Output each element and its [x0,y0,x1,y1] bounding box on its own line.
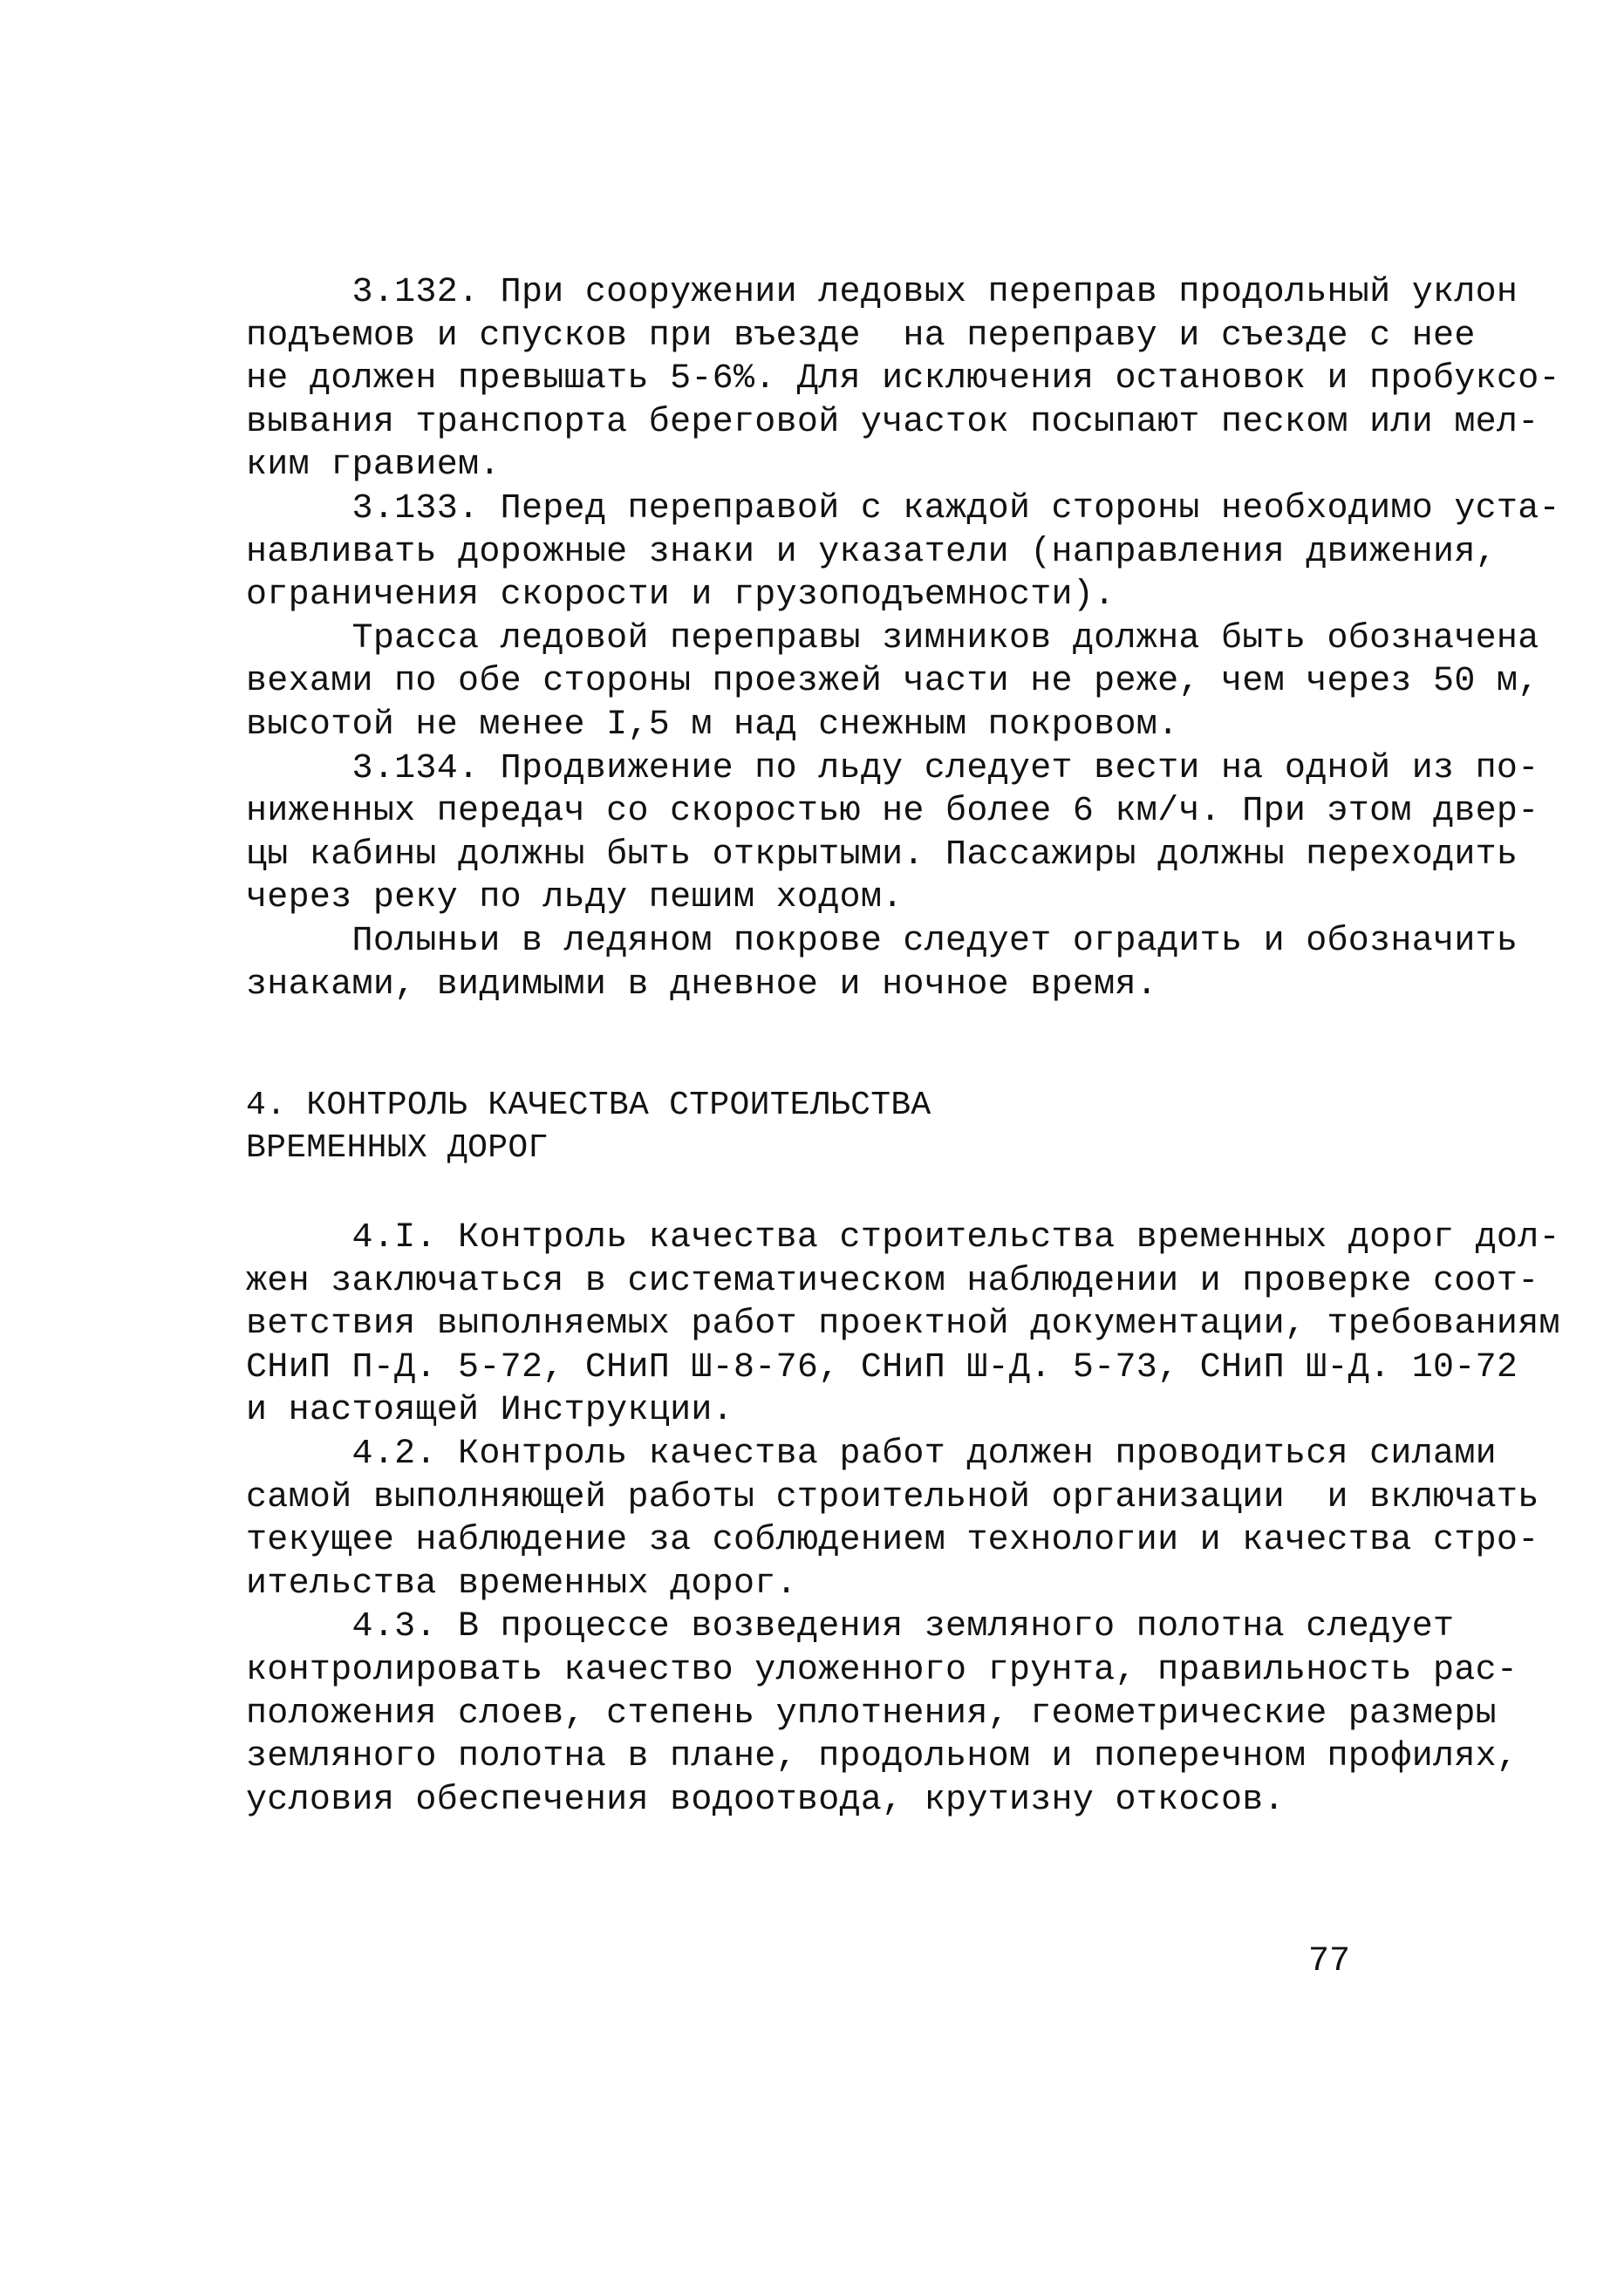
text-line: ким гравием. [246,446,501,486]
text-line: Полыньи в ледяном покрове следует оградить и обозначить [246,921,1518,961]
text-line: 3.132. При сооружении ледовых переправ продольный уклон [246,273,1518,312]
paragraphs-section-3 [246,271,1560,1006]
heading-line: ВРЕМЕННЫХ ДОРОГ [246,1129,549,1167]
text-line: 3.133. Перед переправой с каждой стороны необходимо уста- [246,488,1560,528]
text-line: ограничения скорости и грузоподъемности). [246,576,1116,616]
text-line: навливать дорожные знаки и указатели (направления движения, [246,532,1497,572]
section-heading [246,1084,1380,1169]
text-line: условия обеспечения водоотвода, крутизну откосов. [246,1780,1285,1820]
text-line: жен заключаться в систематическом наблюдении и проверке соот- [246,1261,1539,1301]
text-line: СНиП П-Д. 5-72, СНиП Ш-8-76, СНиП Ш-Д. 5-73, СНиП Ш-Д. 10-72 [246,1347,1518,1387]
text-line: самой выполняющей работы строительной организации и включать [246,1477,1539,1517]
text-line: цы кабины должны быть открытыми. Пассажиры должны переходить [246,835,1518,875]
text-line: высотой не менее I,5 м над снежным покровом. [246,705,1179,745]
text-line: не должен превышать 5-6%. Для исключения остановок и пробуксо- [246,359,1560,399]
text-line: земляного полотна в плане, продольном и поперечном профилях, [246,1737,1518,1777]
text-line: ительства временных дорог. [246,1564,797,1604]
paragraphs-section-4 [246,1217,1560,1822]
text-line: через реку по льду пешим ходом. [246,878,904,918]
text-line: подъемов и спусков при въезде на переправу и съезде с нее [246,316,1476,356]
text-line: ниженных передач со скоростью не более 6 км/ч. При этом двер- [246,792,1539,832]
text-line: вехами по обе стороны проезжей части не реже, чем через 50 м, [246,662,1539,702]
heading-line: 4. КОНТРОЛЬ КАЧЕСТВА СТРОИТЕЛЬСТВА [246,1087,931,1124]
page-number: 77 [1308,1942,1351,1981]
text-line: положения слоев, степень уплотнения, геометрические размеры [246,1694,1497,1734]
text-line: текущее наблюдение за соблюдением технологии и качества стро- [246,1521,1539,1561]
text-line: контролировать качество уложенного грунта, правильность рас- [246,1650,1518,1690]
text-line: вывания транспорта береговой участок посыпают песком или мел- [246,402,1539,442]
text-line: и настоящей Инструкции. [246,1391,734,1431]
text-line: знаками, видимыми в дневное и ночное время. [246,965,1158,1005]
text-line: 4.2. Контроль качества работ должен проводиться силами [246,1434,1497,1474]
text-line: 4.3. В процессе возведения земляного полотна следует [246,1607,1455,1647]
text-line: 3.134. Продвижение по льду следует вести на одной из по- [246,748,1539,788]
text-line: 4.I. Контроль качества строительства временных дорог дол- [246,1218,1560,1258]
text-line: Трасса ледовой переправы зимников должна быть обозначена [246,618,1539,658]
text-line: ветствия выполняемых работ проектной документации, требованиям [246,1305,1560,1345]
